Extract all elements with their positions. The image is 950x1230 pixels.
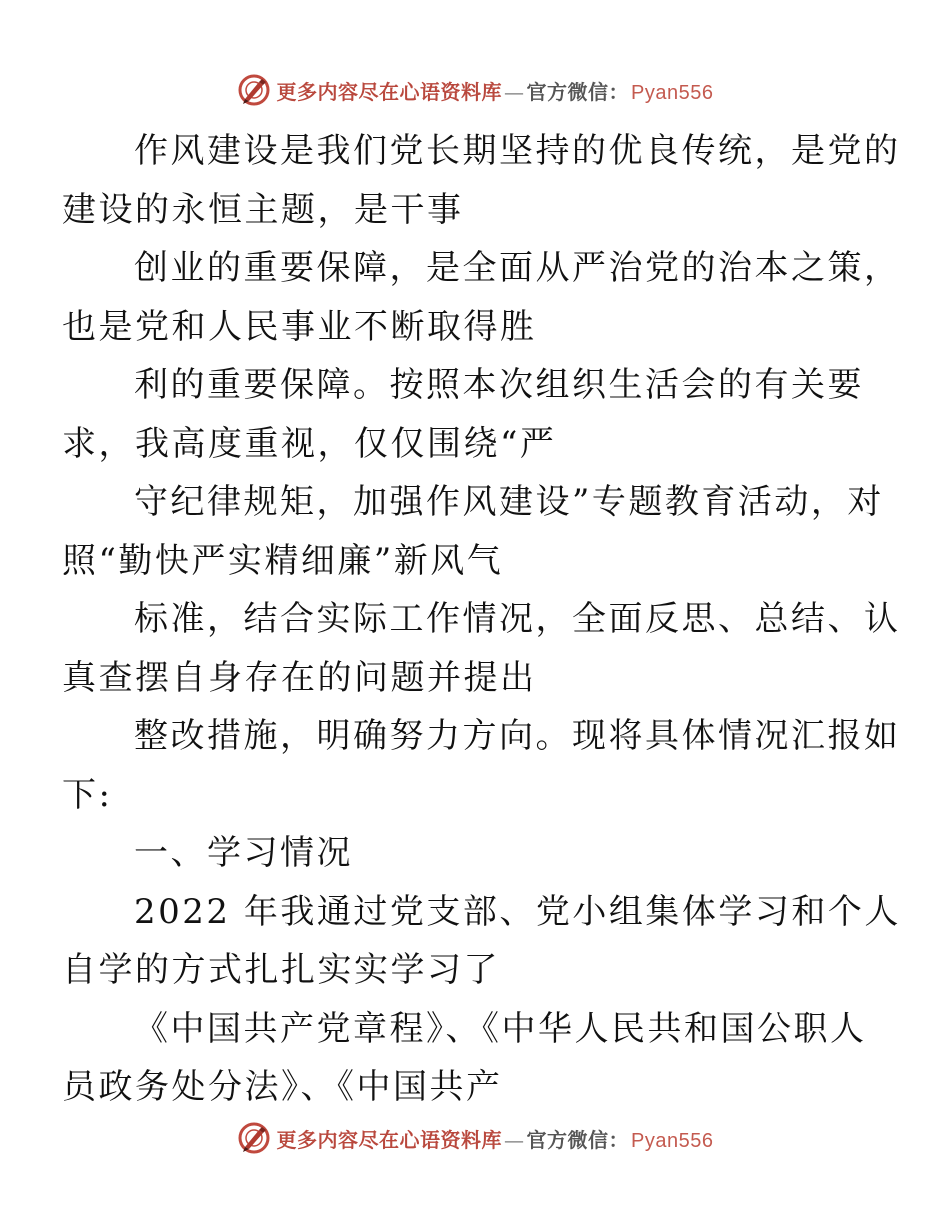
document-body <box>62 122 901 1117</box>
watermark-text <box>277 76 714 105</box>
paragraph-line: 利的重要保障。按照本次组织生活会的有关要 <box>134 365 864 405</box>
paragraph <box>62 707 901 824</box>
paragraph-line: 也是党和人民事业不断取得胜 <box>62 306 537 347</box>
paragraph-line: 标准，结合实际工作情况，全面反思、总结、认 <box>134 599 901 639</box>
watermark-text <box>277 1124 714 1153</box>
paragraph-line: 2022 年我通过党支部、党小组集体学习和个人 <box>134 891 901 932</box>
paragraph-line: 守纪律规矩，加强作风建设”专题教育活动，对 <box>134 482 884 522</box>
paragraph <box>62 883 901 1000</box>
paragraph-line: 求，我高度重视，仅仅围绕“严 <box>62 423 557 464</box>
pen-logo-icon <box>237 73 271 107</box>
paragraph-line: 照“勤快严实精细廉”新风气 <box>62 540 504 581</box>
watermark-wechat-id: Pyan556 <box>631 1129 714 1152</box>
watermark-wechat-id: Pyan556 <box>631 81 714 104</box>
paragraph <box>62 239 901 356</box>
paragraph-line: 真查摆自身存在的问题并提出 <box>62 657 537 698</box>
watermark-main: 更多内容尽在心语资料库 <box>276 79 503 104</box>
watermark-banner-top <box>0 70 950 110</box>
paragraph-line: 下: <box>62 774 113 815</box>
watermark-separator: — <box>504 1127 525 1152</box>
watermark-banner-bottom <box>0 1118 950 1158</box>
paragraph <box>62 122 901 239</box>
paragraph-line: 建设的永恒主题，是干事 <box>62 189 464 230</box>
paragraph-line: 《中国共产党章程》、《中华人民共和国公职人 <box>134 1008 867 1049</box>
section-heading: 一、学习情况 <box>134 833 353 873</box>
watermark-wechat-label: 官方微信： <box>526 1127 630 1152</box>
paragraph-line: 员政务处分法》、《中国共产 <box>62 1067 503 1107</box>
watermark-separator: — <box>504 79 525 104</box>
paragraph <box>62 590 901 707</box>
paragraph-line: 创业的重要保障，是全面从严治党的治本之策， <box>134 248 901 288</box>
watermark-main: 更多内容尽在心语资料库 <box>276 1127 503 1152</box>
watermark-wechat-label: 官方微信： <box>526 79 630 104</box>
paragraph <box>62 473 884 590</box>
pen-logo-icon <box>237 1121 271 1155</box>
paragraph-line: 自学的方式扎扎实实学习了 <box>62 950 500 990</box>
paragraph <box>62 1000 867 1117</box>
paragraph-line: 作风建设是我们党长期坚持的优良传统，是党的 <box>134 131 901 171</box>
paragraph <box>62 356 864 473</box>
paragraph-line: 整改措施，明确努力方向。现将具体情况汇报如 <box>134 716 901 756</box>
